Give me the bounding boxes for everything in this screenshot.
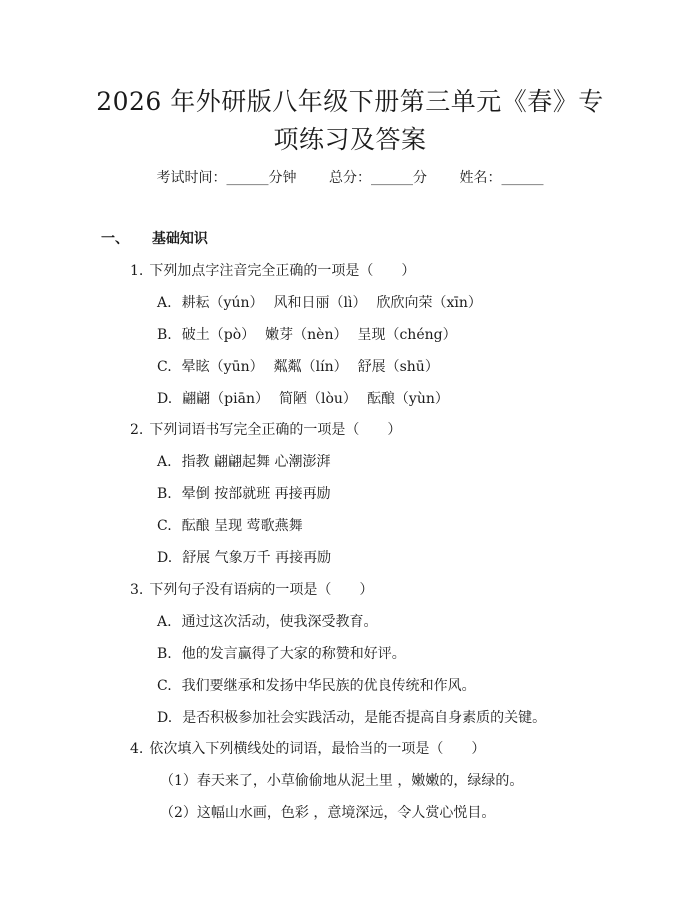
option-letter: B. — [157, 486, 172, 502]
option-text: 指教 翩翩起舞 心潮澎湃 — [181, 454, 331, 470]
question-number: 1. — [130, 263, 144, 279]
question-stem: 下列句子没有语病的一项是（ ） — [149, 582, 374, 598]
question-stem: 下列词语书写完全正确的一项是（ ） — [149, 422, 402, 438]
option-text: 舒展 气象万千 再接再励 — [182, 550, 332, 566]
question-2 — [130, 420, 401, 440]
option-text: 他的发言赢得了大家的称赞和好评。 — [181, 646, 406, 662]
option-part: 欣欣向荣（xīn） — [376, 295, 482, 311]
option-part: 呈现（chéng） — [357, 327, 457, 343]
document-title-line-2: 项练习及答案 — [273, 125, 427, 154]
option-letter: D. — [157, 550, 173, 566]
option-part: 晕眩（yūn） — [181, 359, 264, 375]
question-3-option-c — [157, 676, 476, 696]
option-part: 破土（pò） — [181, 327, 256, 343]
question-2-option-b — [157, 484, 331, 504]
question-1-option-d — [157, 389, 449, 409]
question-number: 4. — [130, 741, 144, 757]
document-title-line-1: 2026 年外研版八年级下册第三单元《春》专 — [96, 87, 604, 116]
exam-time-field: 考试时间：______分钟 — [156, 170, 297, 186]
option-letter: C. — [157, 678, 172, 694]
question-1-option-a — [157, 293, 482, 313]
option-letter: A. — [157, 295, 172, 311]
option-part: 耕耘（yún） — [181, 295, 264, 311]
question-1-option-c — [157, 357, 439, 377]
question-1-option-b — [157, 325, 457, 345]
exam-meta — [0, 168, 700, 188]
question-2-option-d — [157, 548, 331, 568]
question-number: 3. — [130, 582, 144, 598]
question-3-option-a — [157, 612, 378, 632]
option-part: 翩翩（piān） — [182, 391, 269, 407]
option-part: 嫩芽（nèn） — [265, 327, 348, 343]
question-number: 2. — [130, 422, 144, 438]
question-4-subitem-2: （2）这幅山水画，色彩 ，意境深远，令人赏心悦目。 — [160, 805, 496, 821]
option-letter: B. — [157, 327, 172, 343]
option-part: 酝酿（yùn） — [366, 391, 449, 407]
option-text: 晕倒 按部就班 再接再励 — [181, 486, 331, 502]
question-3-option-d — [157, 708, 546, 728]
section-number: 一、 — [101, 231, 129, 247]
section-heading — [101, 229, 208, 249]
question-4 — [130, 739, 485, 759]
section-title: 基础知识 — [151, 231, 208, 247]
option-letter: C. — [157, 359, 172, 375]
option-letter: A. — [157, 614, 172, 630]
option-text: 酝酿 呈现 莺歌燕舞 — [181, 518, 303, 534]
question-stem: 依次填入下列横线处的词语，最恰当的一项是（ ） — [149, 741, 486, 757]
question-1 — [130, 261, 415, 281]
option-part: 粼粼（lín） — [273, 359, 348, 375]
option-part: 简陋（lòu） — [279, 391, 357, 407]
option-text: 我们要继承和发扬中华民族的优良传统和作风。 — [181, 678, 476, 694]
question-3 — [130, 580, 373, 600]
option-letter: D. — [157, 710, 173, 726]
question-2-option-a — [157, 452, 330, 472]
total-score-field: 总分：______分 — [329, 170, 427, 186]
question-4-subitem-1: （1）春天来了，小草偷偷地从泥土里 ，嫩嫩的，绿绿的。 — [160, 773, 524, 789]
option-letter: A. — [157, 454, 172, 470]
option-part: 舒展（shū） — [357, 359, 439, 375]
option-letter: C. — [157, 518, 172, 534]
option-text: 通过这次活动，使我深受教育。 — [181, 614, 378, 630]
student-name-field: 姓名：______ — [459, 170, 544, 186]
option-part: 风和日丽（lì） — [273, 295, 367, 311]
option-letter: D. — [157, 391, 173, 407]
question-stem: 下列加点字注音完全正确的一项是（ ） — [149, 263, 416, 279]
option-text: 是否积极参加社会实践活动，是能否提高自身素质的关键。 — [182, 710, 547, 726]
question-2-option-c — [157, 516, 303, 536]
question-3-option-b — [157, 644, 406, 664]
option-letter: B. — [157, 646, 172, 662]
